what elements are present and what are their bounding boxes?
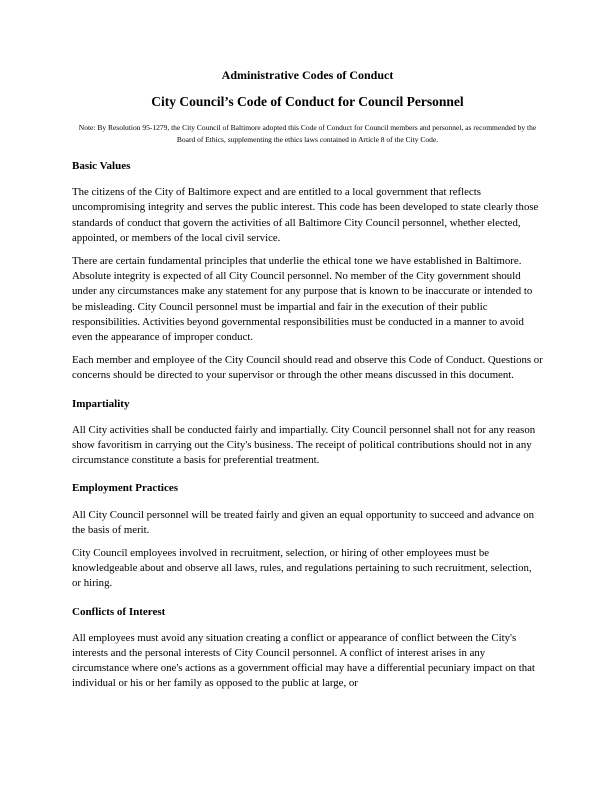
document-note: Note: By Resolution 95-1279, the City Council of Baltimore adopted this Code of Conduct for Council members and personnel, as recommended by the Board of Ethics, supplementing the ethics laws contained in Article 8 of the City Code. bbox=[78, 123, 537, 144]
page-title: City Council’s Code of Conduct for Council Personnel bbox=[151, 94, 464, 109]
section-heading-conflicts-of-interest: Conflicts of Interest bbox=[72, 605, 166, 618]
paragraph: All City Council personnel will be treated fairly and given an equal opportunity to succeed and advance on the basis of merit. bbox=[72, 508, 535, 536]
section-heading-employment-practices: Employment Practices bbox=[72, 482, 178, 495]
section-heading-basic-values: Basic Values bbox=[72, 160, 131, 172]
document-category-title: Administrative Codes of Conduct bbox=[221, 68, 394, 82]
paragraph: All employees must avoid any situation creating a conflict or appearance of conflict between the City's interests and the personal interests of City Council personnel. A conflict of interest arises in any circumstance where one's actions as a government official may have a differential pecuniary impact on that individual or his or her family as opposed to the public at large, or bbox=[72, 631, 535, 690]
section-impartiality bbox=[72, 397, 543, 469]
section-conflicts-of-interest bbox=[72, 605, 543, 692]
paragraph: All City activities shall be conducted fairly and impartially. City Council personnel shall not for any reason show favoritism in carrying out the City's business. The receipt of political contributions should not in any circumstance constitute a basis for preferential treatment. bbox=[72, 423, 536, 467]
document-header bbox=[72, 68, 543, 146]
paragraph: There are certain fundamental principles that underlie the ethical tone we have established in Baltimore. Absolute integrity is expected of all City Council personnel. No member of the City government should under any circumstances make any statement for any purpose that is known to be inaccurate or intended to be misleading. City Council personnel must be impartial and fair in the execution of their public responsibilities. Activities beyond governmental responsibilities must be conducted in a manner to avoid even the appearance of improper conduct. bbox=[72, 255, 533, 344]
paragraph: City Council employees involved in recruitment, selection, or hiring of other employees must be knowledgeable about and observe all laws, rules, and regulations pertaining to such recruitment, selection, or hiring. bbox=[72, 547, 532, 590]
section-basic-values bbox=[72, 159, 543, 384]
paragraph: Each member and employee of the City Council should read and observe this Code of Conduct. Questions or concerns should be directed to your supervisor or through the other means discussed in this document. bbox=[72, 354, 543, 382]
section-heading-impartiality: Impartiality bbox=[72, 397, 130, 410]
section-employment-practices bbox=[72, 481, 543, 591]
paragraph: The citizens of the City of Baltimore expect and are entitled to a local government that reflects uncompromising integrity and serves the public interest. This code has been developed to state clearly those standards of conduct that govern the activities of all Baltimore City Council personnel, whether elected, appointed, or members of the local civil service. bbox=[72, 186, 539, 244]
